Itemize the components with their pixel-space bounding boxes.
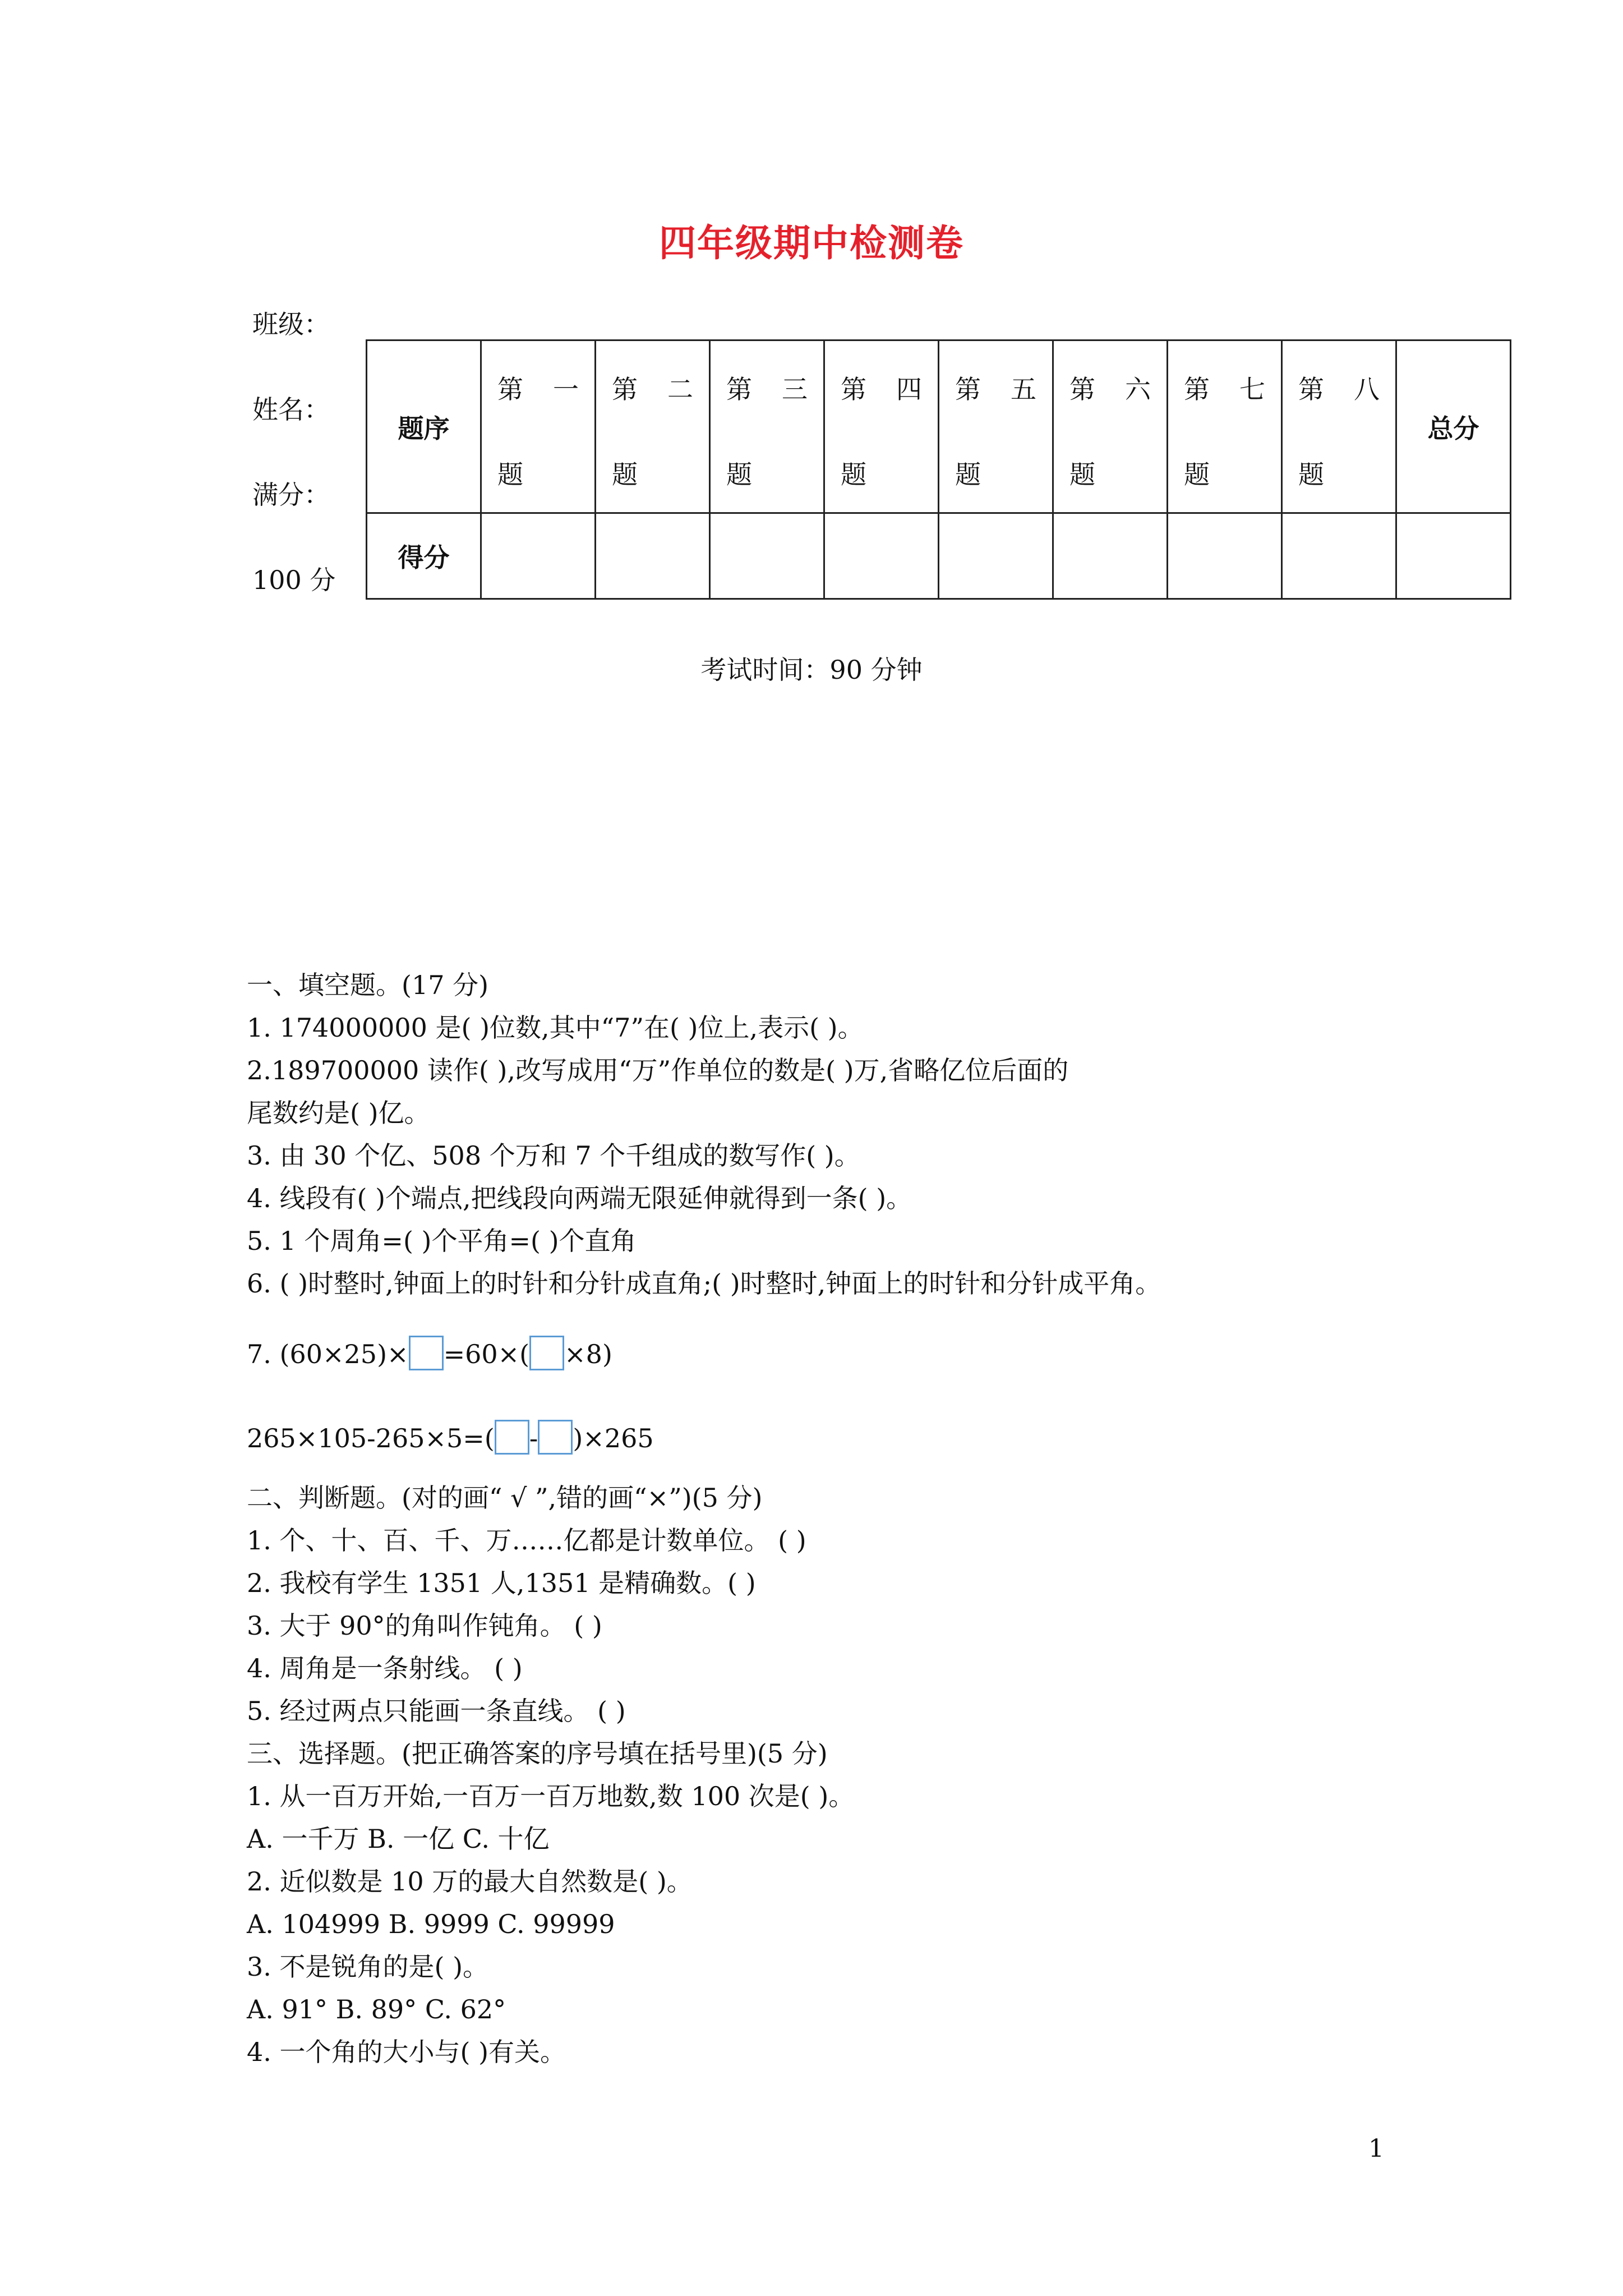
question-line: 3. 不是锐角的是( )。 xyxy=(247,1952,489,1982)
question-order-header: 题序 xyxy=(367,341,481,513)
total-score-header: 总分 xyxy=(1396,341,1511,513)
score-cell[interactable] xyxy=(824,513,939,599)
question-header-6: 第 六 题 xyxy=(1053,341,1168,513)
question-line: 4. 周角是一条射线。 ( ) xyxy=(247,1653,523,1683)
page-number: 1 xyxy=(1368,2134,1384,2163)
answer-options: A. 104999 B. 9999 C. 99999 xyxy=(247,1909,615,1939)
question-line: 4. 线段有( )个端点,把线段向两端无限延伸就得到一条( )。 xyxy=(247,1183,912,1213)
question-line: 5. 1 个周角=( )个平角=( )个直角 xyxy=(247,1226,637,1256)
class-label: 班级： xyxy=(252,309,330,339)
full-score-label: 满分： xyxy=(252,480,330,510)
answer-box[interactable] xyxy=(538,1420,573,1455)
page-title: 四年级期中检测卷 xyxy=(659,221,964,265)
score-cell[interactable] xyxy=(1168,513,1282,599)
question-line: 尾数约是( )亿。 xyxy=(247,1098,430,1128)
question-header-4: 第 四 题 xyxy=(824,341,939,513)
score-cell[interactable] xyxy=(481,513,596,599)
score-table xyxy=(366,339,1511,600)
question-7-line-1: 7. (60×25)× =60×( ×8) xyxy=(247,1337,612,1374)
score-cell[interactable] xyxy=(1053,513,1168,599)
score-cell[interactable] xyxy=(710,513,824,599)
question-line: 6. ( )时整时,钟面上的时针和分针成直角;( )时整时,钟面上的时针和分针成平角。 xyxy=(247,1268,1161,1299)
answer-options: A. 91° B. 89° C. 62° xyxy=(247,1994,506,2024)
name-label: 姓名： xyxy=(252,394,330,425)
question-line: 2. 近似数是 10 万的最大自然数是( )。 xyxy=(247,1866,693,1897)
question-header-7: 第 七 题 xyxy=(1168,341,1282,513)
question-header-2: 第 二 题 xyxy=(596,341,710,513)
question-header-5: 第 五 题 xyxy=(939,341,1053,513)
question-line: 5. 经过两点只能画一条直线。 ( ) xyxy=(247,1696,626,1726)
score-cell[interactable] xyxy=(596,513,710,599)
score-cell[interactable] xyxy=(939,513,1053,599)
total-score-cell[interactable] xyxy=(1396,513,1511,599)
question-line: 3. 由 30 个亿、508 个万和 7 个千组成的数写作( )。 xyxy=(247,1140,860,1171)
question-header-8: 第 八 题 xyxy=(1282,341,1396,513)
question-line: 1. 个、十、百、千、万……亿都是计数单位。 ( ) xyxy=(247,1525,806,1556)
section-3-heading: 三、选择题。(把正确答案的序号填在括号里)(5 分) xyxy=(247,1738,828,1769)
question-7-line-2: 265×105-265×5=( - )×265 xyxy=(247,1421,654,1458)
question-header-3: 第 三 题 xyxy=(710,341,824,513)
full-score-value: 100 分 xyxy=(252,565,336,595)
answer-options: A. 一千万 B. 一亿 C. 十亿 xyxy=(247,1824,550,1854)
question-line: 2. 我校有学生 1351 人,1351 是精确数。( ) xyxy=(247,1568,756,1598)
question-line: 3. 大于 90°的角叫作钝角。 ( ) xyxy=(247,1611,602,1641)
score-cell[interactable] xyxy=(1282,513,1396,599)
answer-box[interactable] xyxy=(409,1336,444,1370)
question-line: 2.189700000 读作( ),改写成用“万”作单位的数是( )万,省略亿位后面的 xyxy=(247,1055,1069,1085)
score-row-header: 得分 xyxy=(367,513,481,599)
answer-box[interactable] xyxy=(495,1420,529,1455)
question-line: 1. 从一百万开始,一百万一百万地数,数 100 次是( )。 xyxy=(247,1781,855,1811)
question-header-1: 第 一 题 xyxy=(481,341,596,513)
question-line: 4. 一个角的大小与( )有关。 xyxy=(247,2037,566,2067)
exam-time: 考试时间：90 分钟 xyxy=(700,655,923,685)
question-line: 1. 174000000 是( )位数,其中“7”在( )位上,表示( )。 xyxy=(247,1013,864,1043)
answer-box[interactable] xyxy=(529,1336,564,1370)
section-1-heading: 一、填空题。(17 分) xyxy=(247,970,489,1000)
section-2-heading: 二、判断题。(对的画“ √ ”,错的画“×”)(5 分) xyxy=(247,1483,763,1513)
